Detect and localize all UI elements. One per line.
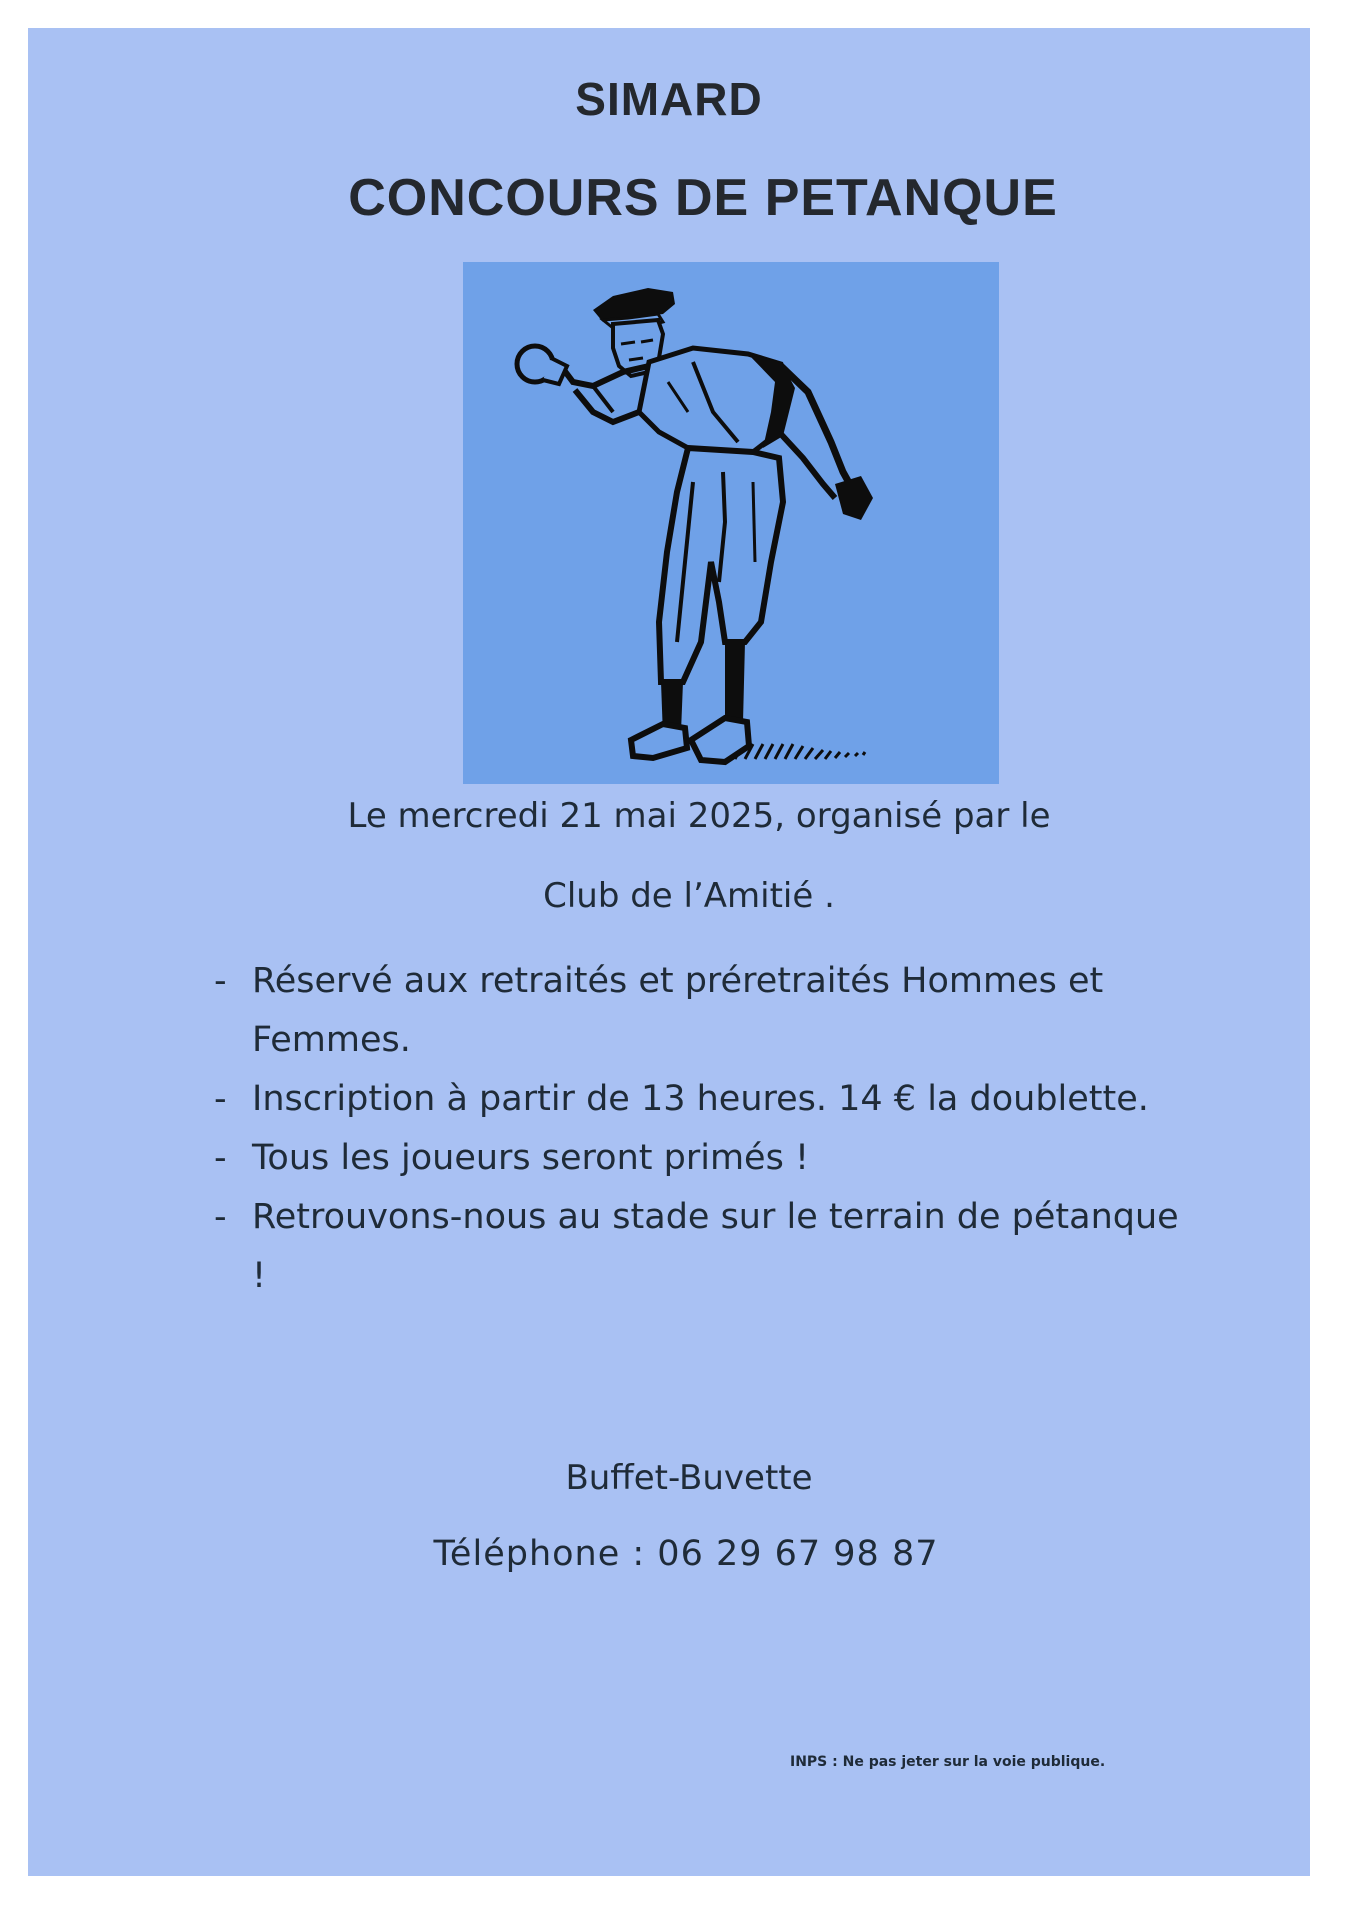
list-item bbox=[214, 952, 1194, 1070]
organizer-line: Club de l’Amitié . bbox=[543, 876, 835, 916]
list-item bbox=[214, 1070, 1194, 1129]
list-dash: - bbox=[214, 1138, 227, 1178]
event-title: CONCOURS DE PETANQUE bbox=[348, 169, 1058, 227]
details-list bbox=[214, 952, 1194, 1306]
location-title: SIMARD bbox=[575, 73, 763, 125]
list-item-text: Inscription à partir de 13 heures. 14 € la doublette. bbox=[252, 1079, 1149, 1119]
list-dash: - bbox=[214, 961, 227, 1001]
phone-text: Téléphone : 06 29 67 98 87 bbox=[433, 1534, 939, 1574]
list-item-text: Tous les joueurs seront primés ! bbox=[252, 1138, 809, 1178]
list-dash: - bbox=[214, 1079, 227, 1119]
list-item-text: Retrouvons-nous au stade sur le terrain de pétanque ! bbox=[252, 1197, 1179, 1296]
buffet-text: Buffet-Buvette bbox=[565, 1458, 813, 1498]
list-dash: - bbox=[214, 1197, 227, 1237]
list-item bbox=[214, 1188, 1194, 1306]
list-item bbox=[214, 1129, 1194, 1188]
event-date-line: Le mercredi 21 mai 2025, organisé par le bbox=[347, 796, 1051, 836]
footer-notice: INPS : Ne pas jeter sur la voie publique. bbox=[790, 1754, 1106, 1770]
flyer-sheet bbox=[28, 28, 1310, 1876]
list-item-text: Réservé aux retraités et préretraités Hommes et Femmes. bbox=[252, 961, 1104, 1060]
petanque-player-icon bbox=[463, 262, 999, 784]
